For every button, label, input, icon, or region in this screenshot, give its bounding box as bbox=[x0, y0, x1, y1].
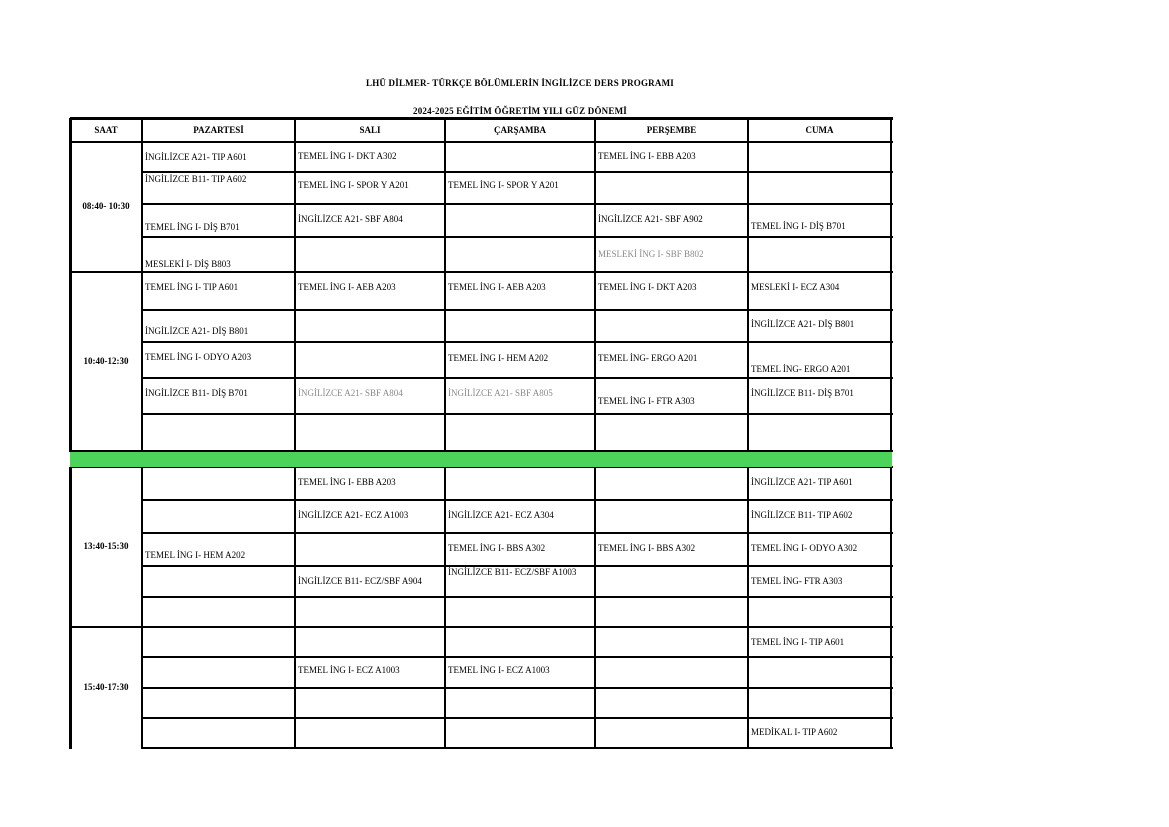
grid-line-v bbox=[444, 467, 446, 628]
grid-line-v bbox=[69, 627, 72, 749]
class-entry: TEMEL İNG I- ECZ A1003 bbox=[298, 665, 400, 675]
grid-line-v bbox=[890, 467, 892, 628]
grid-line-v bbox=[444, 272, 446, 452]
grid-line-h bbox=[142, 565, 893, 567]
class-entry: TEMEL İNG I- ODYO A302 bbox=[751, 543, 858, 553]
grid-line-v bbox=[141, 272, 143, 452]
grid-line-v bbox=[747, 272, 749, 452]
grid-line-h bbox=[142, 687, 893, 689]
grid-line-v bbox=[294, 142, 296, 273]
grid-line-h bbox=[142, 747, 893, 749]
class-entry: TEMEL İNG- ERGO A201 bbox=[751, 364, 851, 374]
class-entry: TEMEL İNG I- SPOR Y A201 bbox=[448, 180, 559, 190]
class-entry: TEMEL İNG I- SPOR Y A201 bbox=[298, 180, 409, 190]
grid-line-v bbox=[747, 467, 749, 628]
class-entry: TEMEL İNG I- TIP A601 bbox=[145, 282, 239, 292]
column-header: SALI bbox=[359, 125, 381, 135]
grid-line-h bbox=[142, 377, 893, 379]
class-entry: TEMEL İNG I- EBB A203 bbox=[298, 477, 396, 487]
grid-line-v bbox=[890, 142, 892, 273]
class-entry: TEMEL İNG I- DKT A203 bbox=[598, 282, 697, 292]
class-entry: MESLEKİ I- DİŞ B803 bbox=[145, 259, 231, 269]
grid-line-h bbox=[142, 171, 893, 173]
class-entry: TEMEL İNG I- FTR A303 bbox=[598, 396, 695, 406]
column-header: PAZARTESİ bbox=[193, 125, 244, 135]
grid-line-v bbox=[594, 118, 596, 142]
grid-line-h bbox=[142, 203, 893, 205]
grid-line-v bbox=[444, 627, 446, 749]
grid-line-h bbox=[142, 341, 893, 343]
grid-line-v bbox=[69, 467, 72, 628]
class-entry: İNGİLİZCE B11- TIP A602 bbox=[751, 510, 853, 520]
grid-line-h bbox=[142, 499, 893, 501]
class-entry: TEMEL İNG I- HEM A202 bbox=[448, 353, 549, 363]
grid-line-h bbox=[142, 532, 893, 534]
grid-line-h bbox=[70, 141, 893, 143]
class-entry: TEMEL İNG I- TIP A601 bbox=[751, 637, 845, 647]
grid-line-h bbox=[70, 117, 893, 120]
grid-line-h bbox=[142, 656, 893, 658]
column-header: ÇARŞAMBA bbox=[493, 125, 546, 135]
class-entry: TEMEL İNG I- DKT A302 bbox=[298, 151, 397, 161]
grid-line-v bbox=[294, 272, 296, 452]
grid-line-v bbox=[141, 142, 143, 273]
column-header: SAAT bbox=[94, 125, 118, 135]
class-entry: TEMEL İNG- ERGO A201 bbox=[598, 353, 698, 363]
class-entry: İNGİLİZCE A21- TIP A601 bbox=[145, 152, 247, 162]
grid-line-v bbox=[890, 272, 892, 452]
class-entry: İNGİLİZCE B11- DİŞ B701 bbox=[145, 388, 248, 398]
class-entry: TEMEL İNG I- BBS A302 bbox=[598, 543, 696, 553]
grid-line-v bbox=[747, 142, 749, 273]
grid-line-h bbox=[142, 309, 893, 311]
class-entry: İNGİLİZCE A21- SBF A804 bbox=[298, 214, 403, 224]
grid-line-v bbox=[594, 142, 596, 273]
class-entry: TEMEL İNG I- ECZ A1003 bbox=[448, 665, 550, 675]
class-entry: İNGİLİZCE A21- SBF A804 bbox=[298, 388, 403, 398]
grid-line-v bbox=[594, 627, 596, 749]
grid-line-v bbox=[69, 142, 72, 273]
grid-line-v bbox=[594, 272, 596, 452]
grid-line-v bbox=[444, 118, 446, 142]
grid-line-h bbox=[70, 271, 893, 273]
grid-line-v bbox=[294, 627, 296, 749]
class-entry: MESLEKİ İNG I- SBF B802 bbox=[598, 249, 704, 259]
class-entry: İNGİLİZCE B11- DİŞ B701 bbox=[751, 388, 854, 398]
page-title: LHÜ DİLMER- TÜRKÇE BÖLÜMLERİN İNGİLİZCE DERS PROGRAMI bbox=[366, 78, 674, 88]
grid-line-v bbox=[890, 627, 892, 749]
page-subtitle: 2024-2025 EĞİTİM ÖĞRETİM YILI GÜZ DÖNEMİ bbox=[413, 106, 627, 116]
class-entry: TEMEL İNG- FTR A303 bbox=[751, 576, 843, 586]
class-entry: TEMEL İNG I- BBS A302 bbox=[448, 543, 546, 553]
class-entry: TEMEL İNG I- AEB A203 bbox=[448, 282, 546, 292]
column-header: PERŞEMBE bbox=[646, 125, 697, 135]
class-entry: İNGİLİZCE A21- SBF A902 bbox=[598, 214, 703, 224]
grid-line-v bbox=[747, 118, 749, 142]
time-slot-label: 08:40- 10:30 bbox=[82, 201, 130, 211]
class-entry: İNGİLİZCE A21- TIP A601 bbox=[751, 477, 853, 487]
grid-line-v bbox=[69, 272, 72, 452]
grid-line-h bbox=[142, 717, 893, 719]
column-header: CUMA bbox=[805, 125, 834, 135]
grid-line-v bbox=[594, 467, 596, 628]
class-entry: TEMEL İNG I- AEB A203 bbox=[298, 282, 396, 292]
grid-line-h bbox=[142, 596, 893, 598]
class-entry: TEMEL İNG I- EBB A203 bbox=[598, 151, 696, 161]
grid-line-v bbox=[69, 118, 72, 142]
grid-line-v bbox=[141, 627, 143, 749]
grid-line-v bbox=[294, 467, 296, 628]
grid-line-v bbox=[747, 627, 749, 749]
grid-line-h bbox=[142, 236, 893, 238]
grid-line-v bbox=[141, 467, 143, 628]
class-entry: İNGİLİZCE B11- TIP A602 bbox=[145, 174, 247, 184]
grid-line-h bbox=[70, 626, 893, 628]
class-entry: İNGİLİZCE B11- ECZ/SBF A1003 bbox=[448, 567, 577, 577]
time-slot-label: 15:40-17:30 bbox=[83, 681, 129, 692]
grid-line-v bbox=[890, 118, 892, 142]
lunch-break-band bbox=[70, 452, 892, 467]
class-entry: İNGİLİZCE A21- ECZ A1003 bbox=[298, 510, 409, 520]
class-entry: TEMEL İNG I- DİŞ B701 bbox=[145, 222, 240, 232]
class-entry: TEMEL İNG I- ODYO A203 bbox=[145, 352, 252, 362]
class-entry: MESLEKİ I- ECZ A304 bbox=[751, 282, 840, 292]
grid-line-v bbox=[141, 118, 143, 142]
class-entry: İNGİLİZCE A21- SBF A805 bbox=[448, 388, 553, 398]
grid-line-v bbox=[444, 142, 446, 273]
class-entry: İNGİLİZCE A21- ECZ A304 bbox=[448, 510, 554, 520]
grid-line-h bbox=[142, 413, 893, 415]
class-entry: TEMEL İNG I- DİŞ B701 bbox=[751, 221, 846, 231]
time-slot-label: 10:40-12:30 bbox=[83, 355, 129, 366]
class-entry: TEMEL İNG I- HEM A202 bbox=[145, 550, 246, 560]
class-entry: İNGİLİZCE A21- DİŞ B801 bbox=[145, 326, 249, 336]
time-slot-label: 13:40-15:30 bbox=[83, 541, 129, 551]
grid-line-v bbox=[294, 118, 296, 142]
class-entry: İNGİLİZCE A21- DİŞ B801 bbox=[751, 319, 855, 329]
class-entry: MEDİKAL I- TIP A602 bbox=[751, 727, 838, 737]
class-entry: İNGİLİZCE B11- ECZ/SBF A904 bbox=[298, 576, 422, 586]
